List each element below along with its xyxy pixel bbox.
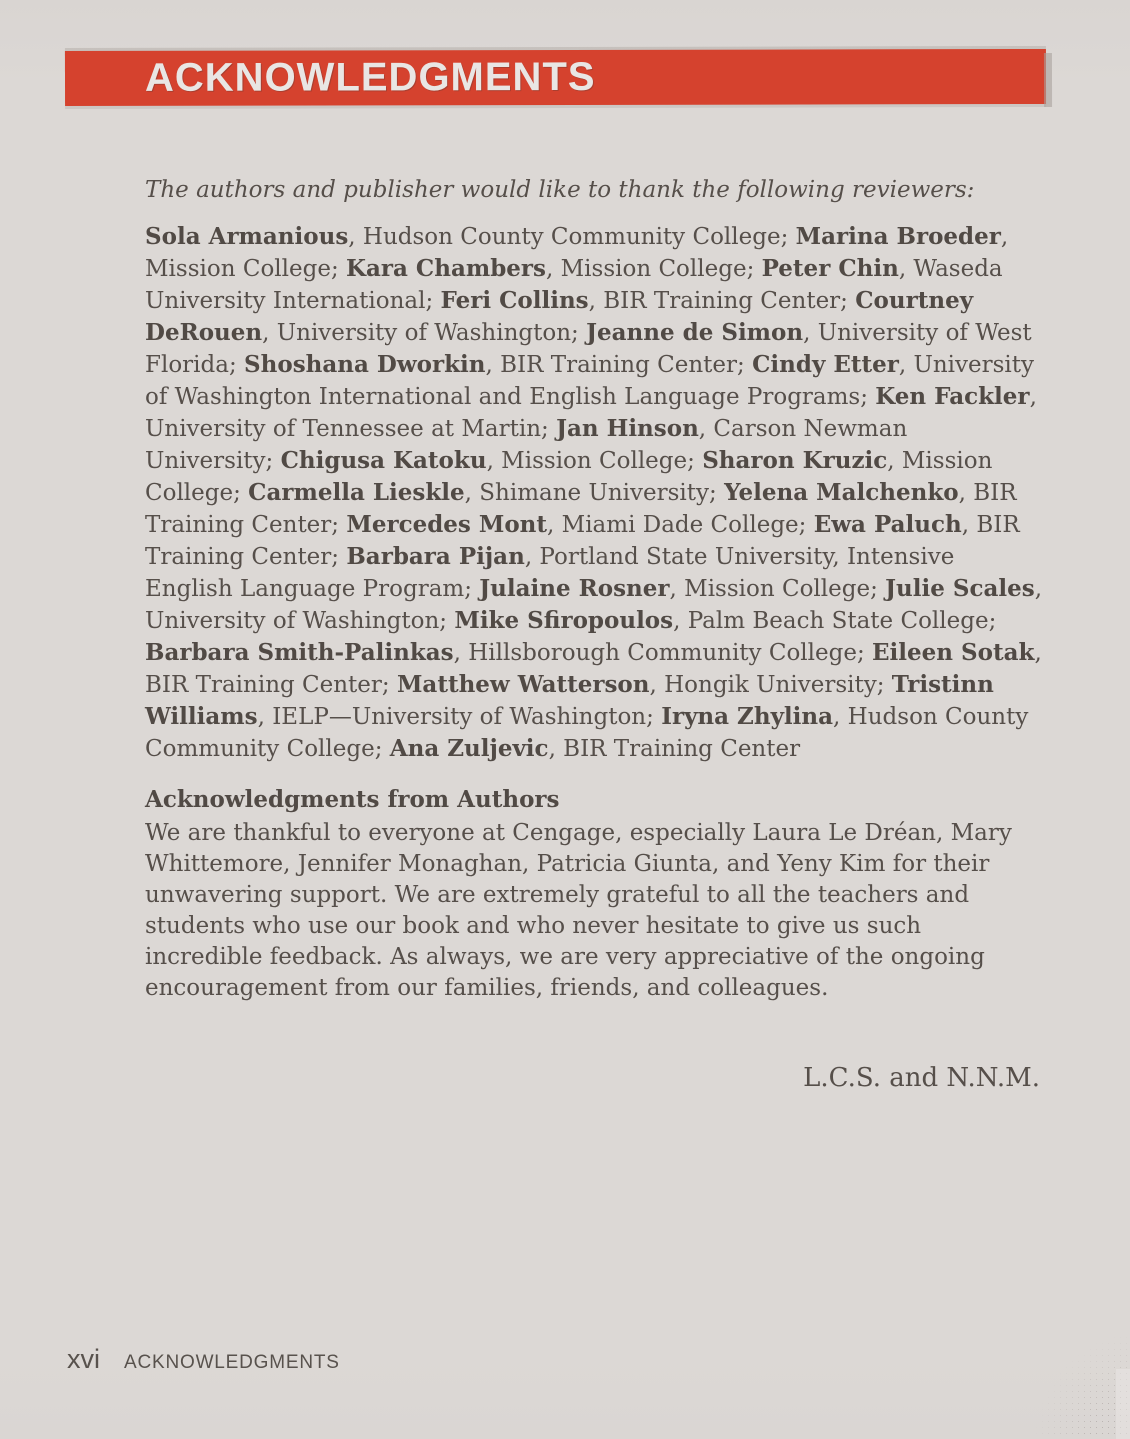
reviewer-name: Chigusa Katoku — [280, 447, 487, 474]
page-title: ACKNOWLEDGMENTS — [144, 54, 596, 100]
reviewer-name: Sharon Kruzic — [702, 447, 888, 474]
page-number: xvi — [67, 1344, 100, 1374]
reviewer-name: Jan Hinson — [556, 415, 699, 442]
reviewer-name: Shoshana Dworkin — [244, 351, 486, 378]
reviewer-name: Iryna Zhylina — [661, 703, 834, 730]
reviewer-name: Ana Zuljevic — [389, 735, 549, 762]
page-footer — [67, 1344, 340, 1375]
reviewer-name: Julaine Rosner — [479, 575, 670, 602]
reviewer-name: Ken Fackler — [875, 383, 1030, 410]
reviewer-name: Mike Sfiropoulos — [454, 607, 674, 634]
reviewer-name: Matthew Watterson — [396, 671, 650, 698]
reviewer-name: Tristinn Williams — [145, 671, 994, 730]
reviewer-name: Yelena Malchenko — [724, 479, 959, 506]
reviewer-name: Kara Chambers — [346, 255, 546, 282]
reviewer-name: Marina Broeder — [795, 223, 1001, 250]
reviewer-name: Carmella Lieskle — [248, 479, 465, 506]
page-header-banner — [65, 49, 1046, 106]
reviewers-paragraph: Sola Armanious, Hudson County Community College; Marina Broeder, Mission College; Kara Chambers, Mission College; Peter Chin, Waseda University International; Feri Collins, BIR Training Center; Courtney DeRouen, University of Washington; Jeanne de Simon, University of West Florida; Shoshana Dworkin, BIR Training Center; Cindy Etter, University of Washington International and English Language Programs; Ken Fackler, University of Tennessee at Martin; Jan Hinson, Carson Newman University; Chigusa Katoku, Mission College; Sharon Kruzic, Mission College; Carmella Lieskle, Shimane University; Yelena Malchenko, BIR Training Center; Mercedes Mont, Miami Dade College; Ewa Paluch, BIR Training Center; Barbara Pijan, Portland State University, Intensive English Language Program; Julaine Rosner, Mission College; Julie Scales, University of Washington; Mike Sfiropoulos, Palm Beach State College; Barbara Smith-Palinkas, Hillsborough Community College; Eileen Sotak, BIR Training Center; Matthew Watterson, Hongik University; Tristinn Williams, IELP—University of Washington; Iryna Zhylina, Hudson County Community College; Ana Zuljevic, BIR Training Center — [145, 223, 1043, 762]
reviewer-name: Jeanne de Simon — [586, 319, 804, 346]
reviewer-name: Julie Scales — [885, 575, 1035, 602]
reviewer-name: Barbara Smith-Palinkas — [145, 639, 454, 666]
reviewer-name: Eileen Sotak — [872, 639, 1035, 666]
intro-line: The authors and publisher would like to thank the following reviewers: — [145, 177, 975, 203]
reviewer-name: Feri Collins — [440, 287, 589, 314]
reviewer-name: Cindy Etter — [752, 351, 899, 378]
main-content — [145, 176, 1042, 1004]
reviewer-name: Barbara Pijan — [346, 543, 525, 570]
authors-acknowledgments-paragraph: We are thankful to everyone at Cengage, especially Laura Le Dréan, Mary Whittemore, Jennifer Monaghan, Patricia Giunta, and Yeny Kim for their unwavering support. We are extremely grateful to all the teachers and students who use our book and who never hesitate to give us such incredible feedback. As always, we are very appreciative of the ongoing encouragement from our families, friends, and colleagues. — [145, 820, 1012, 1001]
reviewer-name: Mercedes Mont — [346, 511, 548, 538]
footer-section-label: ACKNOWLEDGMENTS — [124, 1352, 340, 1373]
reviewer-name: Courtney DeRouen — [145, 287, 974, 346]
scan-edge-artifact — [1116, 1369, 1130, 1439]
reviewer-name: Peter Chin — [761, 255, 899, 282]
scan-halftone-artifact — [980, 1269, 1130, 1439]
authors-acknowledgments-heading: Acknowledgments from Authors — [145, 786, 560, 813]
reviewer-name: Ewa Paluch — [813, 511, 962, 538]
author-initials-signature: L.C.S. and N.N.M. — [803, 1063, 1040, 1093]
reviewer-name: Sola Armanious — [145, 223, 349, 250]
